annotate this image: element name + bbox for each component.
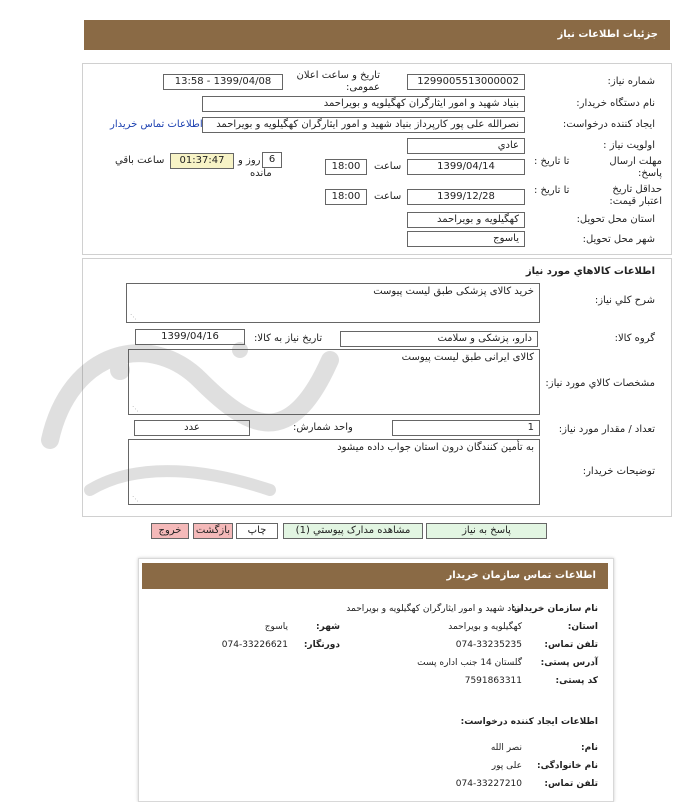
page-title: جزئیات اطلاعات نیاز — [557, 29, 658, 40]
response-date-field: 1399/04/14 — [407, 159, 525, 175]
need-number-field: 1299005513000002 — [407, 74, 525, 90]
unit-field: عدد — [134, 420, 250, 436]
contact-org-value: بنیاد شهید و امور ایثارگران کهگیلویه و بویراحمد — [346, 604, 522, 614]
unit-label: واحد شمارش: — [293, 422, 353, 433]
specs-field: کالای ایرانی طبق لیست پیوست ⋰ — [128, 349, 540, 415]
buyer-contact-link[interactable]: اطلاعات تماس خریدار — [110, 119, 203, 130]
creator-first-name-label: نام: — [581, 743, 598, 753]
contact-city-value: یاسوج — [264, 622, 288, 632]
goods-section-title: اطلاعات کالاهاي مورد نياز — [525, 266, 655, 277]
print-button[interactable]: چاپ — [236, 523, 278, 539]
priority-field: عادي — [407, 138, 525, 154]
delivery-city-label: شهر محل تحویل: — [582, 234, 655, 245]
requester-label: ایجاد کننده درخواست: — [562, 119, 655, 130]
contact-title: اطلاعات تماس سازمان خریدار — [446, 570, 596, 581]
creator-section-title: اطلاعات ایجاد کننده درخواست: — [460, 717, 598, 727]
buyer-org-field: بنیاد شهید و امور ایثارگران کهگیلویه و بویراحمد — [202, 96, 525, 112]
response-time-label: ساعت — [374, 161, 402, 172]
response-to-date-label: تا تاریخ : — [534, 156, 570, 167]
goods-group-field: دارو، پزشکی و سلامت — [340, 331, 538, 347]
summary-field: خرید کالای پزشکی طبق لیست پیوست ⋰ — [126, 283, 540, 323]
summary-label: شرح كلي نياز: — [594, 295, 655, 306]
contact-postal-value: 7591863311 — [464, 676, 522, 686]
quantity-label: تعداد / مقدار مورد نیاز: — [558, 424, 655, 435]
creator-last-name-value: علی پور — [491, 761, 522, 771]
remaining-time-field: 01:37:47 — [170, 153, 234, 169]
creator-first-name-value: نصر الله — [490, 743, 522, 753]
contact-phone-label: تلفن تماس: — [544, 640, 598, 650]
page-header — [84, 20, 670, 50]
contact-fax-label: دورنگار: — [303, 640, 340, 650]
response-time-field: 18:00 — [325, 159, 367, 175]
buyer-org-label: نام دستگاه خریدار: — [576, 98, 655, 109]
validity-to-date-label: تا تاریخ : — [534, 185, 570, 196]
response-deadline-label: مهلت ارسال پاسخ: — [609, 156, 662, 179]
need-number-label: شماره نیاز: — [607, 76, 655, 87]
delivery-province-field: کهگیلویه و بویراحمد — [407, 212, 525, 228]
contact-address-label: آدرس پستی: — [540, 658, 598, 668]
contact-province-value: کهگیلویه و بویراحمد — [448, 622, 522, 632]
priority-label: اولویت نیاز : — [603, 140, 655, 151]
contact-fax-value: 074-33226621 — [221, 640, 288, 650]
remaining-time-label: ساعت باقي — [115, 155, 165, 166]
contact-org-label: نام سازمان خریدار: — [511, 604, 598, 614]
delivery-city-field: یاسوج — [407, 231, 525, 247]
delivery-province-label: استان محل تحویل: — [576, 214, 655, 225]
quantity-field: 1 — [392, 420, 540, 436]
exit-button[interactable]: خروج — [151, 523, 189, 539]
buyer-notes-label: توضیحات خریدار: — [582, 466, 655, 477]
contact-phone-value: 074-33235235 — [455, 640, 522, 650]
creator-last-name-label: نام خانوادگی: — [536, 761, 598, 771]
need-date-label: تاریخ نیاز به کالا: — [254, 333, 323, 344]
creator-phone-label: تلفن تماس: — [544, 779, 598, 789]
need-date-field: 1399/04/16 — [135, 329, 245, 345]
validity-time-field: 18:00 — [325, 189, 367, 205]
goods-group-label: گروه کالا: — [614, 333, 655, 344]
contact-province-label: استان: — [567, 622, 598, 632]
announce-datetime-field: 1399/04/08 - 13:58 — [163, 74, 283, 90]
respond-button[interactable]: پاسخ به نیاز — [426, 523, 547, 539]
creator-phone-value: 074-33227210 — [455, 779, 522, 789]
back-button[interactable]: بازگشت — [193, 523, 233, 539]
days-label: روز و — [238, 155, 261, 166]
validity-time-label: ساعت — [374, 191, 402, 202]
contact-postal-label: کد پستی: — [555, 676, 598, 686]
validity-date-field: 1399/12/28 — [407, 189, 525, 205]
buyer-notes-field: به تأمین کنندگان درون استان جواب داده میشود ⋰ — [128, 439, 540, 505]
view-attachments-button[interactable]: مشاهده مدارک پیوستي (1) — [283, 523, 423, 539]
remaining-suffix-label: مانده — [250, 168, 272, 179]
announce-datetime-label: تاریخ و ساعت اعلان عمومی: — [296, 70, 380, 93]
specs-label: مشخصات كالاي مورد نياز: — [545, 378, 655, 389]
contact-header — [142, 563, 608, 589]
price-validity-label: حداقل تاریخ اعتبار قیمت: — [609, 184, 662, 207]
contact-address-value: گلستان 14 جنب اداره پست — [417, 658, 522, 668]
contact-city-label: شهر: — [316, 622, 340, 632]
days-remaining-field: 6 — [262, 152, 282, 168]
requester-field: نصرالله علی پور کارپرداز بنیاد شهید و امور ایثارگران کهگیلویه و بویراحمد — [202, 117, 525, 133]
